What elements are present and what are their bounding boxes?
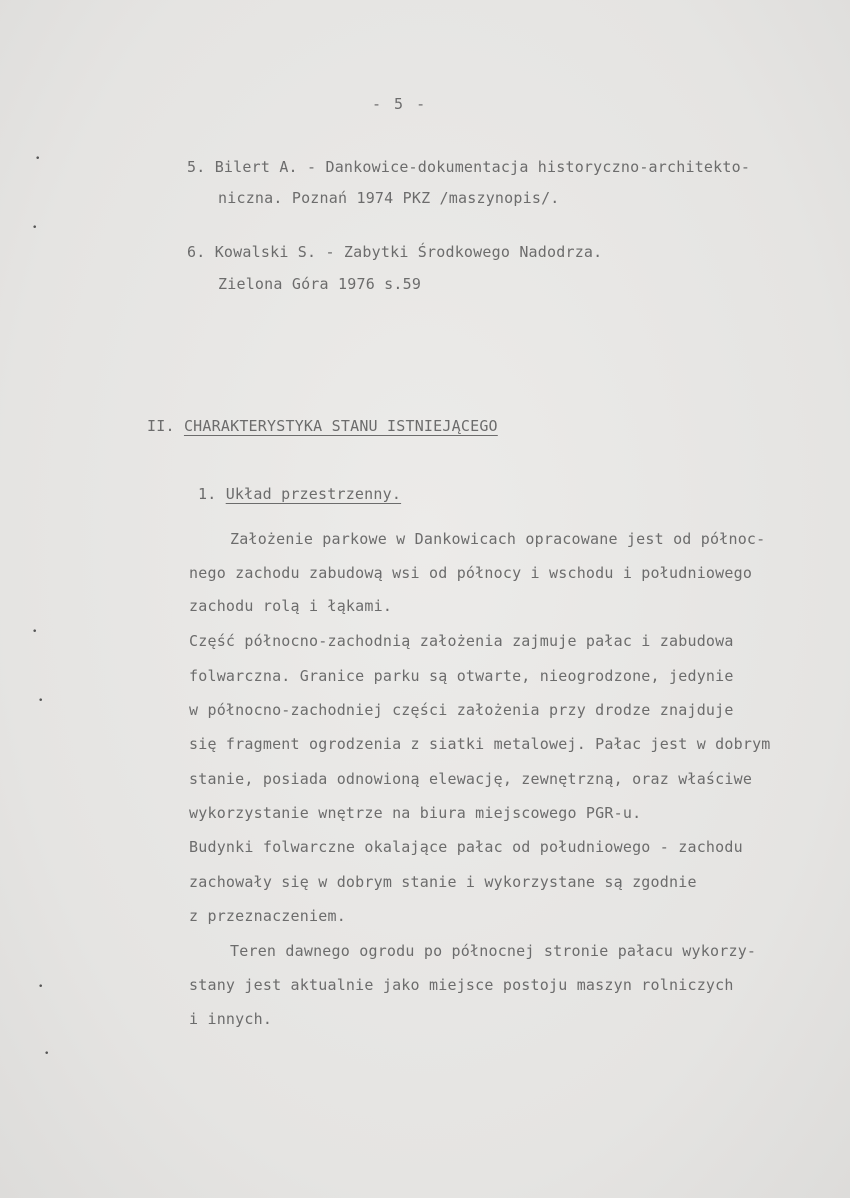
subsection-heading	[198, 485, 401, 503]
body-line: z przeznaczeniem.	[189, 907, 346, 925]
section-number: II.	[147, 417, 175, 435]
body-line: nego zachodu zabudową wsi od północy i wschodu i południowego	[189, 564, 753, 582]
subsection-number: 1.	[198, 485, 217, 503]
body-line: Teren dawnego ogrodu po północnej stronie pałacu wykorzy-	[230, 942, 757, 960]
margin-mark: •	[38, 982, 44, 992]
page-number: - 5 -	[372, 95, 428, 113]
margin-mark: •	[32, 223, 38, 233]
margin-mark: •	[38, 696, 44, 706]
reference-number: 6.	[187, 243, 206, 261]
body-line: stany jest aktualnie jako miejsce postoju maszyn rolniczych	[189, 976, 734, 994]
body-line: w północno-zachodniej części założenia przy drodze znajduje	[189, 701, 734, 719]
section-title: CHARAKTERYSTYKA STANU ISTNIEJĄCEGO	[183, 417, 498, 435]
margin-mark: •	[32, 627, 38, 637]
body-line: zachodu rolą i łąkami.	[189, 597, 393, 615]
reference-number: 5.	[187, 158, 206, 176]
body-line: wykorzystanie wnętrze na biura miejscowego PGR-u.	[189, 804, 642, 822]
reference-6-line-2: Zielona Góra 1976 s.59	[218, 275, 422, 293]
body-line: Część północno-zachodnią założenia zajmuje pałac i zabudowa	[189, 632, 734, 650]
margin-mark: •	[44, 1049, 50, 1059]
body-line: zachowały się w dobrym stanie i wykorzystane są zgodnie	[189, 873, 697, 891]
body-line: i innych.	[189, 1010, 273, 1028]
body-line: stanie, posiada odnowioną elewację, zewnętrzną, oraz właściwe	[189, 770, 753, 788]
reference-text: Bilert A. - Dankowice-dokumentacja historyczno-architekto-	[214, 158, 751, 176]
body-line: się fragment ogrodzenia z siatki metalowej. Pałac jest w dobrym	[189, 735, 771, 753]
body-line: Budynki folwarczne okalające pałac od południowego - zachodu	[189, 838, 743, 856]
reference-6-line-1	[187, 243, 602, 261]
margin-mark: •	[35, 154, 41, 164]
body-line: folwarczna. Granice parku są otwarte, nieogrodzone, jedynie	[189, 667, 734, 685]
subsection-title: Układ przestrzenny.	[225, 485, 402, 503]
reference-5-line-2: niczna. Poznań 1974 PKZ /maszynopis/.	[218, 189, 560, 207]
section-heading	[147, 417, 498, 435]
reference-5-line-1	[187, 158, 750, 176]
reference-text: Kowalski S. - Zabytki Środkowego Nadodrza.	[214, 243, 603, 261]
body-line: Założenie parkowe w Dankowicach opracowane jest od północ-	[230, 530, 766, 548]
